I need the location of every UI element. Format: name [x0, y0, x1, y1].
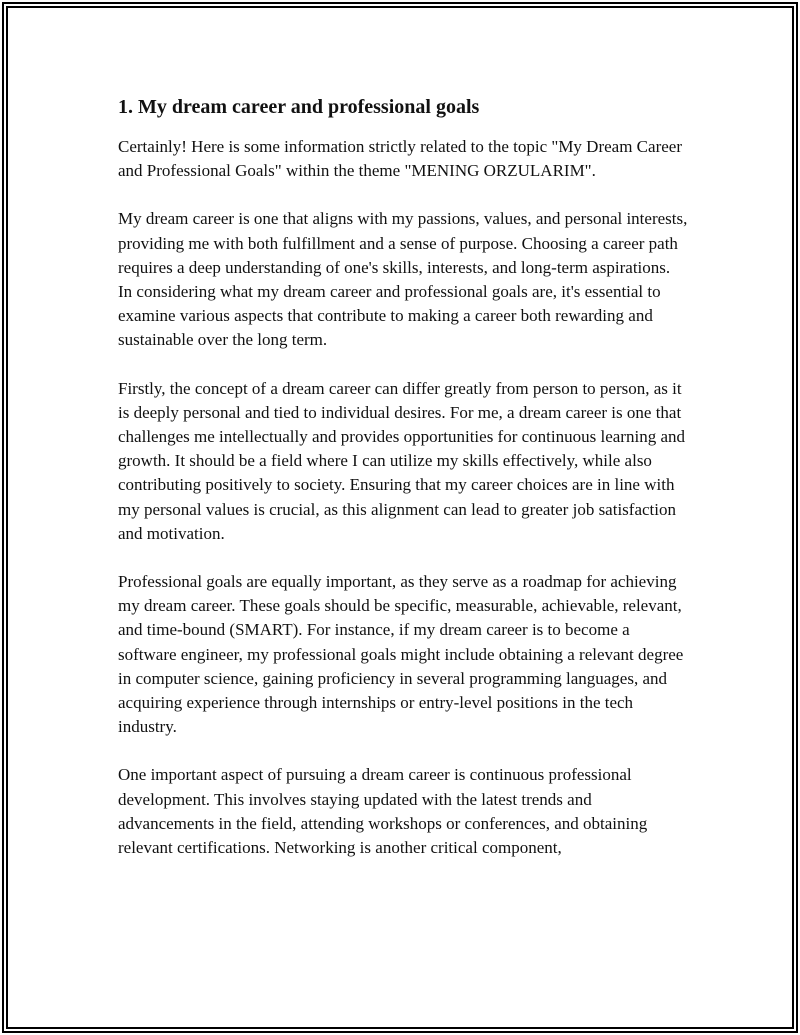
paragraph-professional-goals: Professional goals are equally important, as they serve as a roadmap for achieving my dream career. These goals should be specific, measurable, achievable, relevant, and time-bound (SMART). For instance, if my dream career is to become a software engineer, my professional goals might include obtaining a relevant degree in computer science, gaining proficiency in several programming languages, and acquiring experience through internships or entry-level positions in the tech industry. [118, 572, 684, 737]
paragraph-firstly: Firstly, the concept of a dream career can differ greatly from person to person, as it is deeply personal and tied to individual desires. For me, a dream career is one that challenges me intellectually and provides opportunities for continuous learning and growth. It should be a field where I can utilize my skills effectively, while also contributing positively to society. Ensuring that my career choices are in line with my personal values is crucial, as this alignment can lead to greater job satisfaction and motivation. [118, 378, 685, 543]
paragraph-dream-career: My dream career is one that aligns with my passions, values, and personal interests, providing me with both fulfillment and a sense of purpose. Choosing a career path requires a deep understanding of one's skills, interests, and long-term aspirations. In considering what my dream career and professional goals are, it's essential to examine various aspects that contribute to making a career both rewarding and sustainable over the long term. [118, 209, 688, 350]
section-heading: 1. My dream career and professional goals [118, 96, 480, 118]
document-body [118, 92, 688, 884]
paragraph-development: One important aspect of pursuing a dream career is continuous professional development. This involves staying updated with the latest trends and advancements in the field, attending workshops or conferences, and obtaining relevant certifications. Networking is another critical component, [118, 765, 648, 858]
paragraph-intro: Certainly! Here is some information strictly related to the topic "My Dream Career and Professional Goals" within the theme "MENING ORZULARIM". [118, 137, 682, 181]
